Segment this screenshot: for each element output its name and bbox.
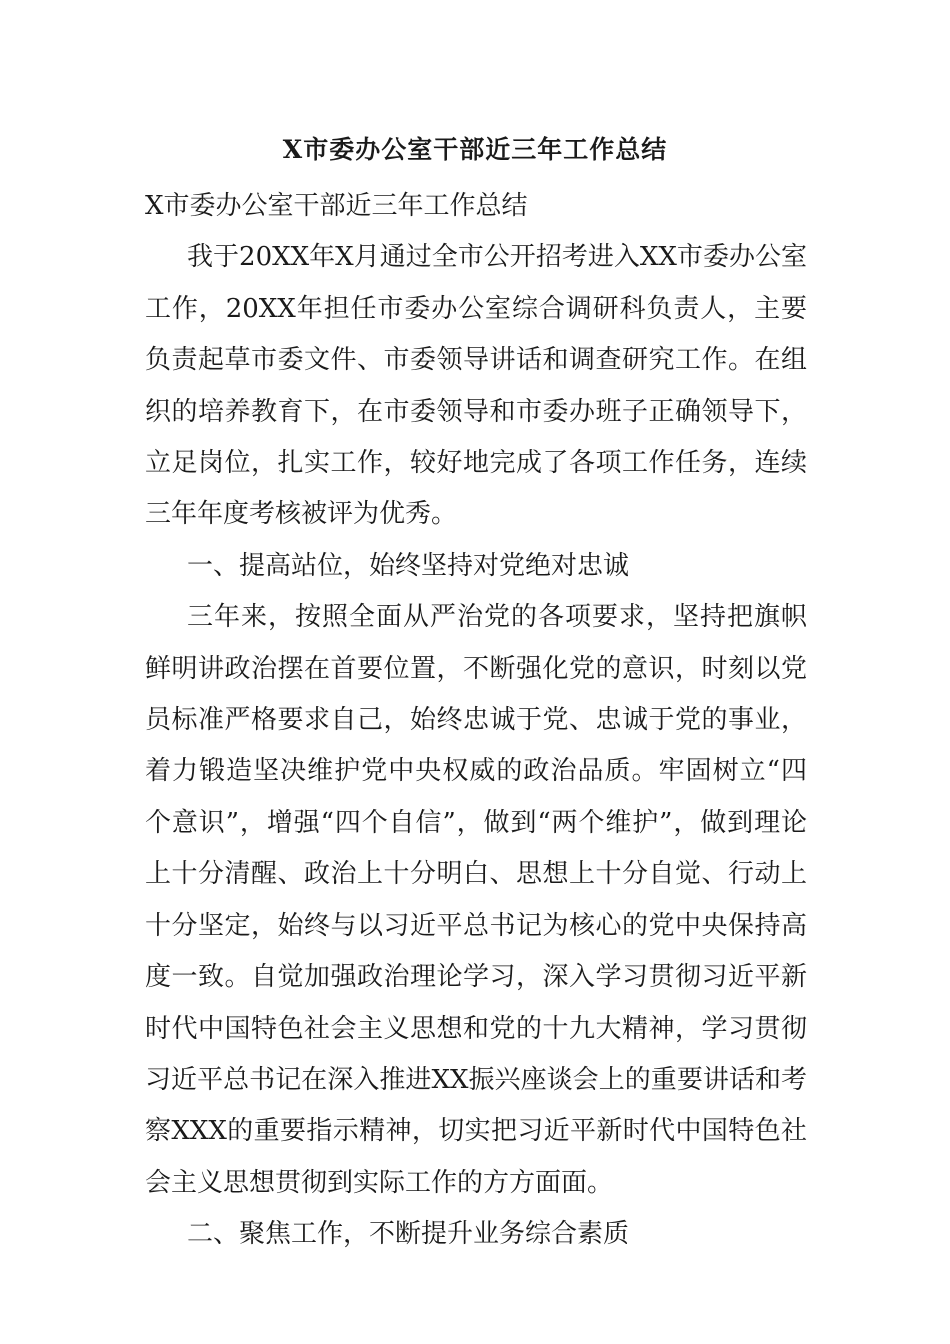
section-1-paragraph: 三年来，按照全面从严治党的各项要求，坚持把旗帜鲜明讲政治摆在首要位置，不断强化党的意识，时刻以党员标准严格要求自己，始终忠诚于党、忠诚于党的事业，着力锻造坚决维护党中央权威的政治品质。牢固树立“四个意识”，增强“四个自信”，做到“两个维护”，做到理论上十分清醒、政治上十分明白、思想上十分自觉、行动上十分坚定，始终与以习近平总书记为核心的党中央保持高度一致。自觉加强政治理论学习，深入学习贯彻习近平新时代中国特色社会主义思想和党的十九大精神，学习贯彻习近平总书记在深入推进XX振兴座谈会上的重要讲话和考察XXX的重要指示精神，切实把习近平新时代中国特色社会主义思想贯彻到实际工作的方方面面。 bbox=[145, 602, 807, 1198]
document-title: X市委办公室干部近三年工作总结 bbox=[282, 135, 668, 164]
document-body bbox=[145, 181, 807, 1261]
section-heading-1: 一、提高站位，始终坚持对党绝对忠诚 bbox=[187, 550, 630, 581]
document-subtitle: X市委办公室干部近三年工作总结 bbox=[145, 191, 528, 221]
section-heading-2: 二、聚焦工作，不断提升业务综合素质 bbox=[187, 1219, 630, 1250]
intro-paragraph: 我于20XX年X月通过全市公开招考进入XX市委办公室工作，20XX年担任市委办公室综合调研科负责人，主要负责起草市委文件、市委领导讲话和调查研究工作。在组织的培养教育下，在市委领导和市委办班子正确领导下，立足岗位，扎实工作，较好地完成了各项工作任务，连续三年年度考核被评为优秀。 bbox=[145, 242, 807, 530]
